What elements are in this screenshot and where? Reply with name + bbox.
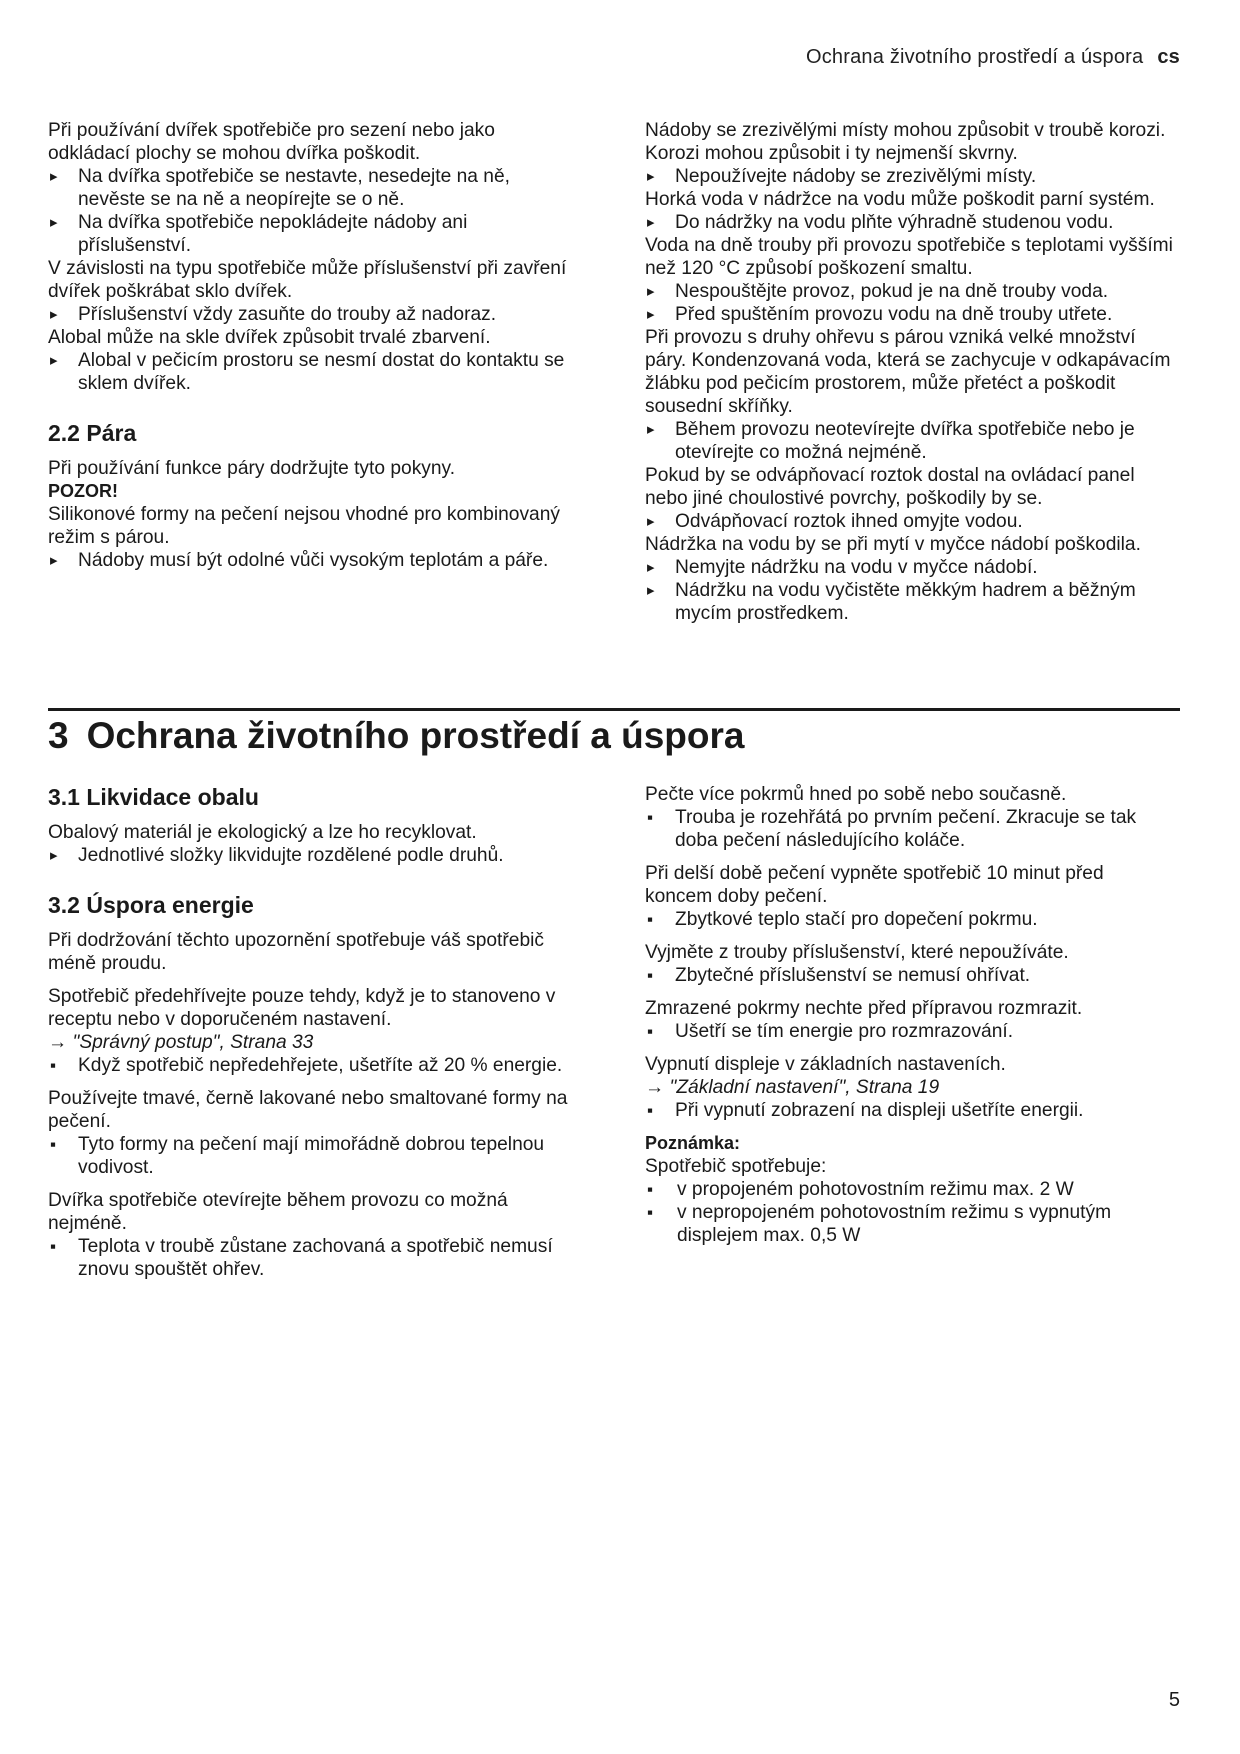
instruction-item: ▸ Na dvířka spotřebiče se nestavte, nesedejte na ně, nevěste se na ně a neopírejte se o ně. <box>48 165 578 211</box>
paragraph: Při provozu s druhy ohřevu s párou vzniká velké množství páry. Kondenzovaná voda, která se zachycuje v odkapávacím žlábku pod pečicím prostorem, může přetéct a poškodit sousední skříňky. <box>645 327 1171 417</box>
list-item: ▪ v propojeném pohotovostním režimu max. 2 W <box>645 1178 1175 1201</box>
paragraph: Při používání dvířek spotřebiče pro sezení nebo jako odkládací plochy se mohou dvířka poškodit. <box>48 120 495 164</box>
paragraph: Při používání funkce páry dodržujte tyto pokyny. <box>48 458 456 479</box>
section-heading-steam: 2.2 Pára <box>48 420 137 446</box>
paragraph: Pokud by se odvápňovací roztok dostal na ovládací panel nebo jiné choulostivé povrchy, poškodily by se. <box>645 465 1135 509</box>
result-item: ▪ Trouba je rozehřátá po prvním pečení. Zkracuje se tak doba pečení následujícího koláče. <box>645 806 1175 852</box>
instruction-item: ▸ Na dvířka spotřebiče nepokládejte nádoby ani příslušenství. <box>48 211 578 257</box>
paragraph: Horká voda v nádržce na vodu může poškodit parní systém. <box>645 189 1155 210</box>
result-item: ▪ Zbytečné příslušenství se nemusí ohřívat. <box>645 964 1175 987</box>
chapter-divider <box>48 708 1180 711</box>
chapter-title-text: Ochrana životního prostředí a úspora <box>86 715 745 756</box>
paragraph: Vyjměte z trouby příslušenství, které nepoužíváte. <box>645 942 1069 963</box>
cross-reference-link[interactable]: → "Základní nastavení", Strana 19 <box>645 1077 940 1098</box>
paragraph: Dvířka spotřebiče otevírejte během provozu co možná nejméně. <box>48 1190 508 1234</box>
language-code: cs <box>1157 46 1180 68</box>
result-item: ▪ Když spotřebič nepředehřejete, ušetříte až 20 % energie. <box>48 1054 578 1077</box>
instruction-item: ▸ Před spuštěním provozu vodu na dně trouby utřete. <box>645 303 1175 326</box>
top-right-column <box>645 119 1175 625</box>
paragraph: Obalový materiál je ekologický a lze ho recyklovat. <box>48 822 477 843</box>
paragraph: Nádržka na vodu by se při mytí v myčce nádobí poškodila. <box>645 534 1141 555</box>
instruction-item: ▸ Do nádržky na vodu plňte výhradně studenou vodu. <box>645 211 1175 234</box>
running-header <box>806 46 1180 69</box>
paragraph: Spotřebič spotřebuje: <box>645 1156 827 1177</box>
paragraph: V závislosti na typu spotřebiče může příslušenství při zavření dvířek poškrábat sklo dvířek. <box>48 258 567 302</box>
result-item: ▪ Při vypnutí zobrazení na displeji ušetříte energii. <box>645 1099 1175 1122</box>
cross-reference-link[interactable]: → "Správný postup", Strana 33 <box>48 1032 314 1053</box>
instruction-item: ▸ Nádržku na vodu vyčistěte měkkým hadrem a běžným mycím prostředkem. <box>645 579 1175 625</box>
section-heading-packaging: 3.1 Likvidace obalu <box>48 784 259 810</box>
note-label: Poznámka: <box>645 1133 741 1153</box>
bottom-left-column <box>48 783 578 1281</box>
paragraph: Nádoby se zrezivělými místy mohou způsobit v troubě korozi. Korozi mohou způsobit i ty nejmenší skvrny. <box>645 120 1166 164</box>
result-item: ▪ Ušetří se tím energie pro rozmrazování. <box>645 1020 1175 1043</box>
instruction-item: ▸ Nepoužívejte nádoby se zrezivělými místy. <box>645 165 1175 188</box>
paragraph: Při delší době pečení vypněte spotřebič 10 minut před koncem doby pečení. <box>645 863 1104 907</box>
bottom-right-column <box>645 783 1175 1247</box>
paragraph: Voda na dně trouby při provozu spotřebiče s teplotami vyššími než 120 °C způsobí poškození smaltu. <box>645 235 1173 279</box>
instruction-item: ▸ Během provozu neotevírejte dvířka spotřebiče nebo je otevírejte co možná nejméně. <box>645 418 1175 464</box>
running-header-title: Ochrana životního prostředí a úspora <box>805 46 1144 68</box>
instruction-item: ▸ Jednotlivé složky likvidujte rozdělené podle druhů. <box>48 844 578 867</box>
instruction-item: ▸ Nádoby musí být odolné vůči vysokým teplotám a páře. <box>48 549 578 572</box>
paragraph: Alobal může na skle dvířek způsobit trvalé zbarvení. <box>48 327 491 348</box>
instruction-item: ▸ Nespouštějte provoz, pokud je na dně trouby voda. <box>645 280 1175 303</box>
paragraph: Vypnutí displeje v základních nastaveních. <box>645 1054 1006 1075</box>
instruction-item: ▸ Alobal v pečicím prostoru se nesmí dostat do kontaktu se sklem dvířek. <box>48 349 578 395</box>
list-item: ▪ v nepropojeném pohotovostním režimu s vypnutým displejem max. 0,5 W <box>645 1201 1175 1247</box>
paragraph: Silikonové formy na pečení nejsou vhodné pro kombinovaný režim s párou. <box>48 504 560 548</box>
instruction-item: ▸ Nemyjte nádržku na vodu v myčce nádobí. <box>645 556 1175 579</box>
instruction-item: ▸ Odvápňovací roztok ihned omyjte vodou. <box>645 510 1175 533</box>
section-heading-energy: 3.2 Úspora energie <box>48 892 254 918</box>
paragraph: Spotřebič předehřívejte pouze tehdy, když je to stanoveno v receptu nebo v doporučeném nastavení. <box>48 986 556 1030</box>
instruction-item: ▸ Příslušenství vždy zasuňte do trouby až nadoraz. <box>48 303 578 326</box>
page-number: 5 <box>1168 1689 1180 1711</box>
paragraph: Pečte více pokrmů hned po sobě nebo současně. <box>645 784 1067 805</box>
paragraph: Při dodržování těchto upozornění spotřebuje váš spotřebič méně proudu. <box>48 930 544 974</box>
top-left-column <box>48 119 578 572</box>
paragraph: Používejte tmavé, černě lakované nebo smaltované formy na pečení. <box>48 1088 568 1132</box>
result-item: ▪ Zbytkové teplo stačí pro dopečení pokrmu. <box>645 908 1175 931</box>
result-item: ▪ Tyto formy na pečení mají mimořádně dobrou tepelnou vodivost. <box>48 1133 578 1179</box>
chapter-number: 3 <box>48 715 69 756</box>
chapter-title <box>48 712 744 760</box>
paragraph: Zmrazené pokrmy nechte před přípravou rozmrazit. <box>645 998 1083 1019</box>
result-item: ▪ Teplota v troubě zůstane zachovaná a spotřebič nemusí znovu spouštět ohřev. <box>48 1235 578 1281</box>
caution-label: POZOR! <box>48 481 118 501</box>
